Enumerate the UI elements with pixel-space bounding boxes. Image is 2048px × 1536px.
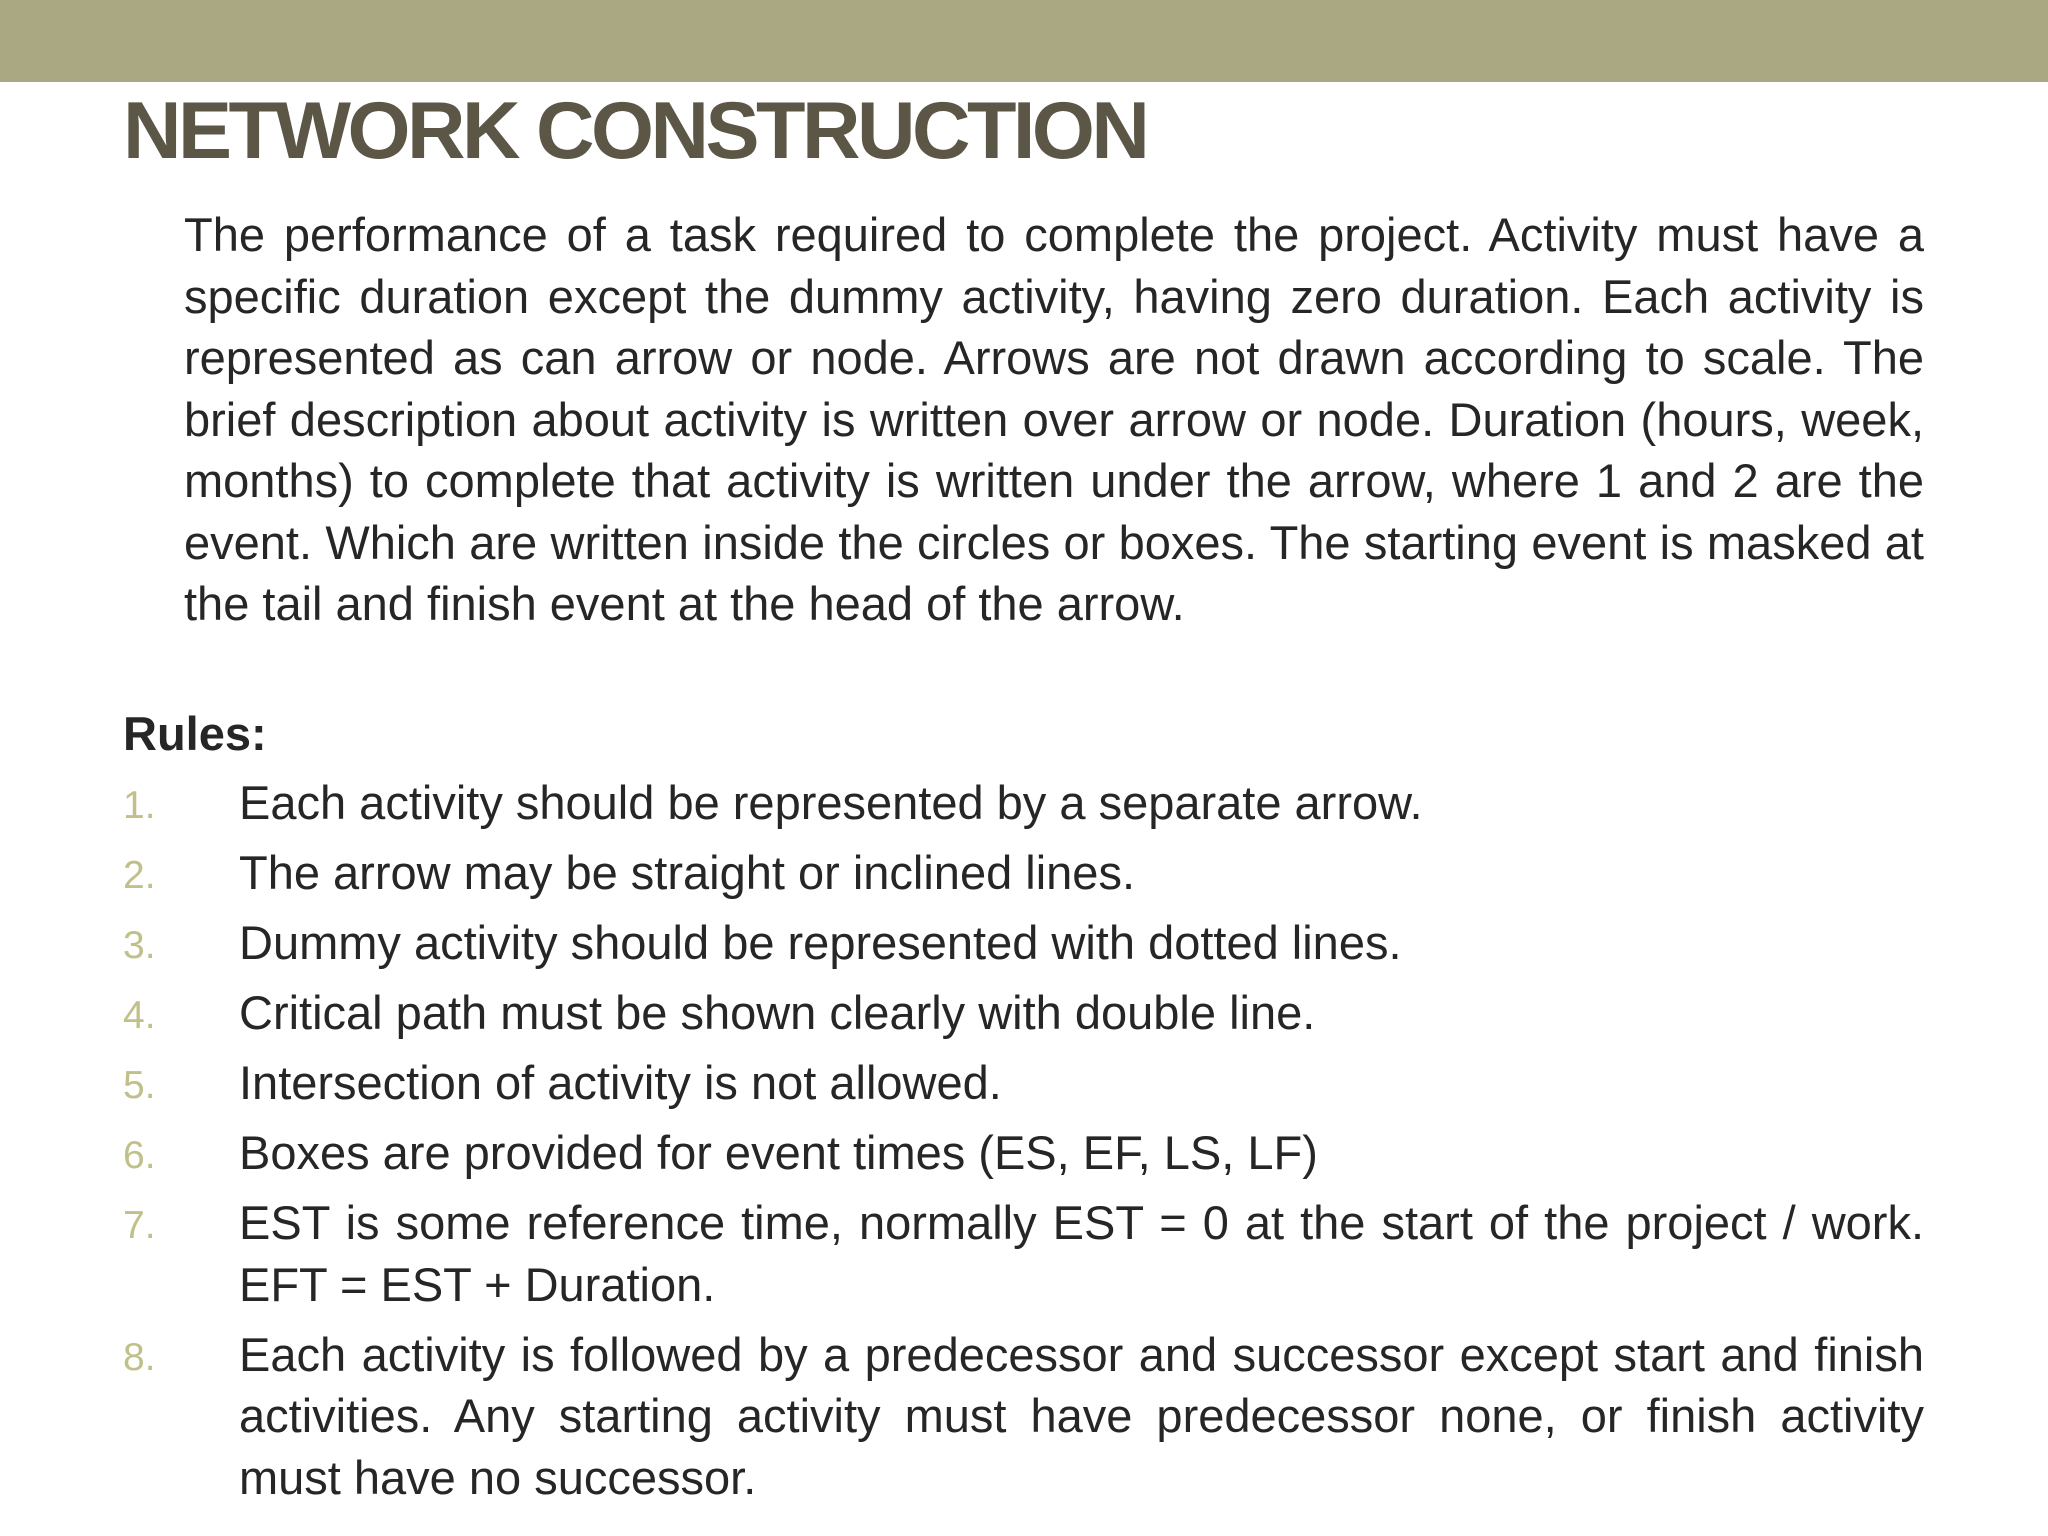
rule-number: 8. [123, 1335, 156, 1379]
rule-item-6 [0, 1122, 2048, 1184]
rules-heading: Rules: [123, 707, 267, 760]
rule-item-3 [0, 912, 2048, 974]
rule-text: Boxes are provided for event times (ES, EF, LS, LF) [239, 1126, 1318, 1179]
rule-number: 1. [123, 784, 156, 827]
rule-text: Critical path must be shown clearly with double line. [239, 986, 1316, 1039]
intro-paragraph: The performance of a task required to complete the project. Activity must have a specific duration except the dummy activity, having zero duration. Each activity is represented as can arrow or node. Arrows are not drawn according to scale. The brief description about activity is written over arrow or node. Duration (hours, week, months) to complete that activity is written under the arrow, where 1 and 2 are the event. Which are written inside the circles or boxes. The starting event is masked at the tail and finish event at the head of the arrow. [184, 208, 1924, 630]
rule-number: 3. [123, 924, 156, 967]
rule-item-7 [0, 1192, 2048, 1315]
rule-text: EST is some reference time, normally EST = 0 at the start of the project / work. EFT = EST + Duration. [239, 1196, 1924, 1311]
rules-list [0, 772, 2048, 1517]
rule-number: 2. [123, 854, 156, 897]
rule-number: 6. [123, 1134, 156, 1177]
rule-number: 4. [123, 994, 156, 1037]
rule-item-1 [0, 772, 2048, 834]
rule-item-4 [0, 982, 2048, 1044]
rule-number: 7. [123, 1204, 156, 1247]
rule-item-8 [0, 1324, 2048, 1509]
rule-text: Each activity should be represented by a separate arrow. [239, 776, 1423, 829]
rule-text: The arrow may be straight or inclined lines. [239, 846, 1136, 899]
rule-item-2 [0, 842, 2048, 904]
rule-text: Intersection of activity is not allowed. [239, 1056, 1002, 1109]
rule-number: 5. [123, 1064, 156, 1107]
rule-text: Dummy activity should be represented with dotted lines. [239, 916, 1402, 969]
top-accent-band [0, 0, 2048, 82]
slide-title: NETWORK CONSTRUCTION [123, 86, 1147, 176]
rule-text: Each activity is followed by a predecessor and successor except start and finish activities. Any starting activity must have predecessor none, or finish activity must have no successor. [239, 1327, 1924, 1504]
rule-item-5 [0, 1052, 2048, 1114]
